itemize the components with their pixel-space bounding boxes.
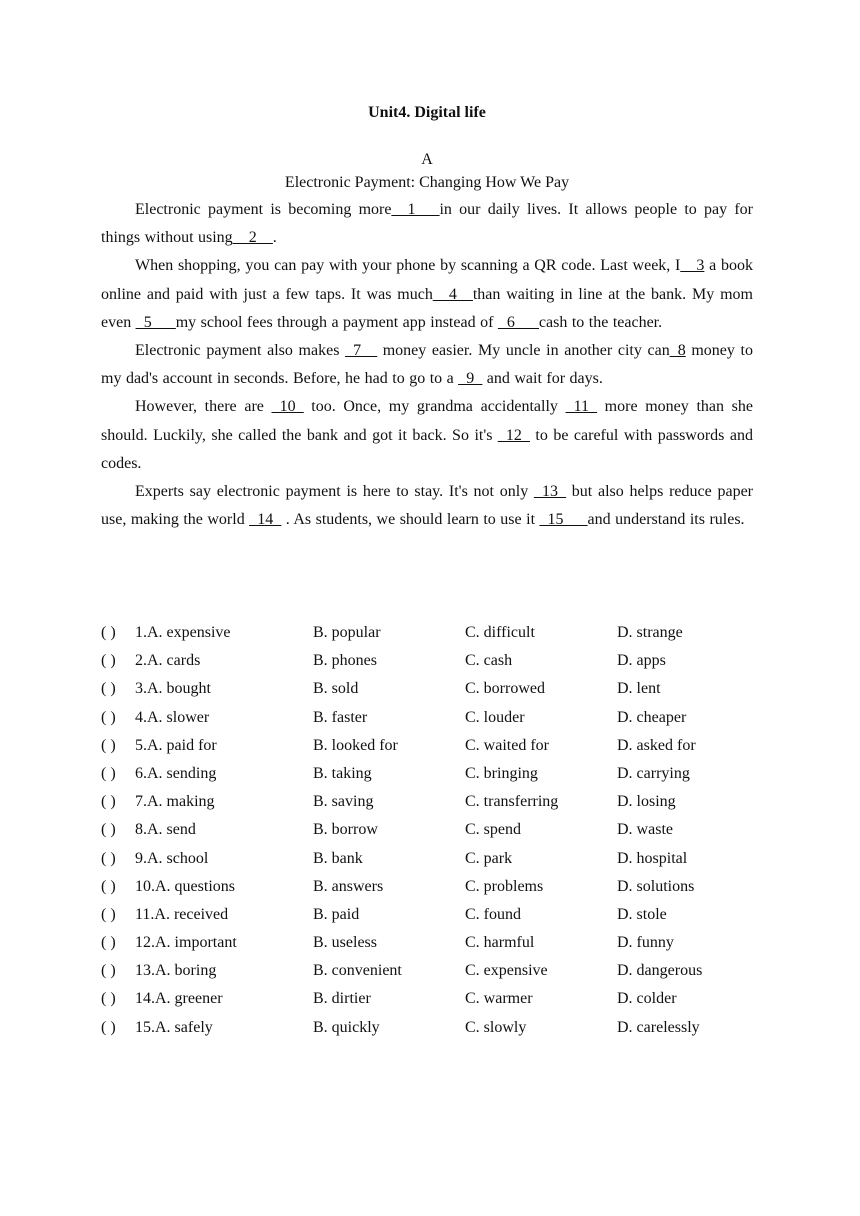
blank-9: _9_ [458, 370, 483, 388]
option-d: D. apps [617, 652, 666, 670]
option-c: C. warmer [465, 990, 533, 1008]
option-b: B. taking [313, 764, 372, 782]
option-d: D. cheaper [617, 708, 687, 726]
blank-6: 6___ [497, 313, 539, 331]
option-d: D. funny [617, 934, 674, 952]
question-row [101, 732, 753, 760]
question-row [101, 985, 753, 1013]
answer-paren: ( ) [101, 821, 116, 839]
answer-paren: ( ) [101, 905, 116, 923]
option-c: C. expensive [465, 962, 548, 980]
question-row [101, 788, 753, 816]
blank-15: _15___ [539, 511, 588, 529]
text: Experts say electronic payment is here to stay. It's not only [135, 483, 534, 501]
option-d: D. carelessly [617, 1018, 700, 1036]
text: cash to the teacher. [538, 313, 663, 331]
answer-paren: ( ) [101, 990, 116, 1008]
answer-paren: ( ) [101, 736, 116, 754]
question-row [101, 619, 753, 647]
option-a: 9.A. school [135, 849, 209, 867]
option-a: 4.A. slower [135, 708, 210, 726]
question-row [101, 957, 753, 985]
question-row [101, 675, 753, 703]
blank-13: _13_ [534, 483, 566, 501]
text: money to my dad's account in seconds. Before, he had to go to a [101, 342, 754, 388]
option-c: C. problems [465, 877, 544, 895]
option-a: 5.A. paid for [135, 736, 217, 754]
text: Electronic payment also makes [135, 342, 346, 360]
option-c: C. difficult [465, 624, 535, 641]
page-title: Unit4. Digital life [368, 104, 486, 121]
question-row [101, 816, 753, 844]
text: However, there are [135, 398, 272, 416]
question-row [101, 704, 753, 732]
answer-paren: ( ) [101, 934, 116, 952]
option-a: 12.A. important [135, 934, 237, 952]
passage-title: Electronic Payment: Changing How We Pay [284, 174, 570, 191]
option-c: C. transferring [465, 793, 559, 811]
blank-1: __1___ [391, 201, 440, 218]
text: and wait for days. [482, 370, 603, 388]
text: to be careful with passwords and codes. [101, 426, 753, 472]
answer-paren: ( ) [101, 793, 116, 811]
answer-paren: ( ) [101, 764, 116, 782]
text: and understand its rules. [587, 511, 745, 529]
option-a: 7.A. making [135, 793, 215, 811]
option-c: C. borrowed [465, 680, 545, 698]
option-c: C. bringing [465, 764, 538, 782]
option-b: B. phones [313, 652, 377, 670]
blank-7: _7__ [345, 342, 378, 360]
paragraph-1 [101, 196, 753, 252]
blank-10: _10_ [271, 398, 304, 416]
text: more money than she should. Luckily, she called the bank and got it back. So it's [101, 398, 754, 444]
text: When shopping, you can pay with your phone by scanning a QR code. Last week, I [135, 257, 681, 275]
option-c: C. slowly [465, 1018, 527, 1036]
option-b: B. looked for [313, 736, 398, 754]
blank-11: _11_ [565, 398, 597, 416]
option-b: B. paid [313, 905, 360, 923]
option-b: B. popular [313, 624, 381, 641]
option-c: C. spend [465, 821, 521, 839]
paragraph-3 [101, 337, 753, 393]
option-a: 15.A. safely [135, 1018, 213, 1036]
option-d: D. lent [617, 680, 661, 698]
option-c: C. park [465, 849, 513, 867]
option-c: C. louder [465, 708, 525, 726]
option-a: 13.A. boring [135, 962, 217, 980]
option-b: B. saving [313, 793, 374, 811]
blank-5: _5___ [135, 313, 176, 331]
option-c: C. found [465, 905, 521, 923]
blank-4: __4__ [432, 285, 473, 303]
option-b: B. sold [313, 680, 359, 698]
answer-paren: ( ) [101, 962, 116, 980]
answer-paren: ( ) [101, 708, 116, 726]
text: than waiting in line at the bank. My mom even [101, 285, 753, 331]
option-d: D. carrying [617, 764, 690, 782]
option-a: 10.A. questions [135, 877, 235, 895]
option-a: 1.A. expensive [135, 624, 231, 641]
answer-paren: ( ) [101, 624, 116, 641]
option-b: B. convenient [313, 962, 402, 980]
option-b: B. useless [313, 934, 377, 952]
text: my school fees through a payment app instead of [175, 313, 498, 331]
option-a: 6.A. sending [135, 764, 217, 782]
option-c: C. cash [465, 652, 513, 670]
answer-paren: ( ) [101, 680, 116, 698]
blank-3: __3 [680, 257, 705, 275]
blank-12: _12_ [497, 426, 530, 444]
text: Electronic payment is becoming more [135, 201, 392, 218]
option-d: D. dangerous [617, 962, 703, 980]
question-row [101, 929, 753, 957]
option-d: D. colder [617, 990, 677, 1008]
option-b: B. quickly [313, 1018, 380, 1036]
question-row [101, 873, 753, 901]
option-d: D. asked for [617, 736, 696, 754]
option-b: B. answers [313, 877, 384, 895]
passage [101, 196, 753, 534]
paragraph-4 [101, 393, 753, 478]
question-row [101, 845, 753, 873]
option-d: D. stole [617, 905, 667, 923]
text: too. Once, my grandma accidentally [303, 398, 566, 416]
text: but also helps reduce paper use, making the world [101, 483, 754, 529]
option-b: B. faster [313, 708, 368, 726]
option-d: D. solutions [617, 877, 695, 895]
option-c: C. waited for [465, 736, 549, 754]
text: . As students, we should learn to use it [281, 511, 540, 529]
option-c: C. harmful [465, 934, 535, 952]
text: . [272, 229, 277, 247]
option-d: D. hospital [617, 849, 688, 867]
question-row [101, 647, 753, 675]
answer-paren: ( ) [101, 652, 116, 670]
paragraph-5 [101, 478, 753, 534]
question-row [101, 901, 753, 929]
option-b: B. bank [313, 849, 363, 867]
option-a: 8.A. send [135, 821, 196, 839]
blank-2: __2__ [232, 229, 273, 247]
text: money easier. My uncle in another city can [377, 342, 670, 360]
answer-paren: ( ) [101, 849, 116, 867]
option-b: B. dirtier [313, 990, 371, 1008]
option-d: D. losing [617, 793, 676, 811]
section-label: A [421, 151, 433, 168]
text: a book online and paid with just a few taps. It was much [101, 257, 753, 303]
blank-8: _8 [669, 342, 686, 360]
option-a: 14.A. greener [135, 990, 223, 1008]
option-a: 3.A. bought [135, 680, 211, 698]
option-b: B. borrow [313, 821, 378, 839]
option-d: D. waste [617, 821, 673, 839]
blank-14: _14_ [249, 511, 282, 529]
question-row [101, 1014, 753, 1042]
paragraph-2 [101, 252, 753, 337]
option-d: D. strange [617, 624, 683, 641]
option-a: 2.A. cards [135, 652, 201, 670]
answer-paren: ( ) [101, 877, 116, 895]
text: in our daily lives. It allows people to pay for things without using [101, 201, 753, 247]
answer-paren: ( ) [101, 1018, 116, 1036]
option-a: 11.A. received [135, 905, 229, 923]
question-row [101, 760, 753, 788]
question-list [101, 619, 753, 1042]
